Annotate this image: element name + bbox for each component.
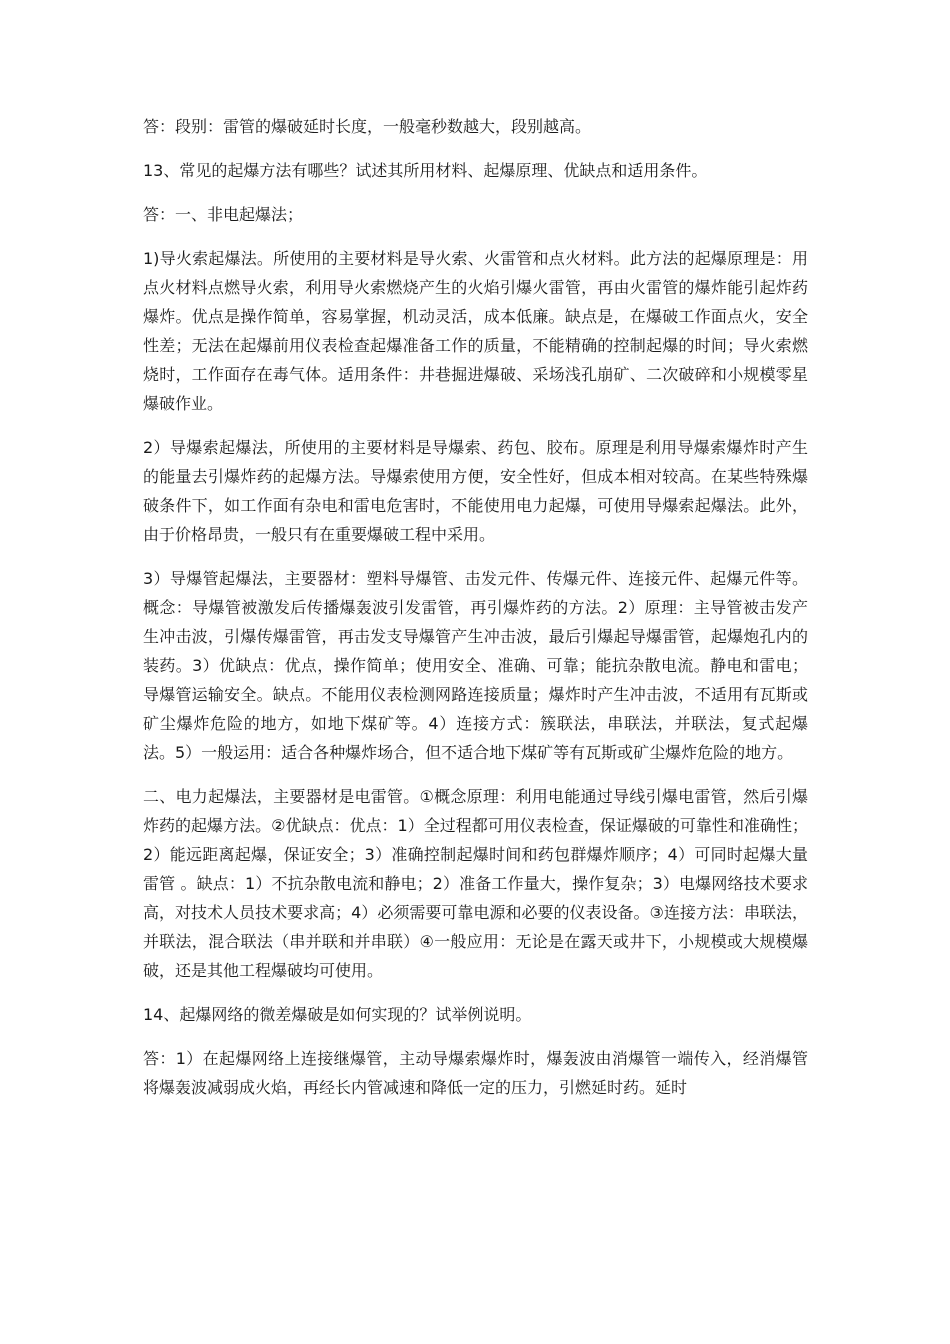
paragraph-shock-tube-method: 3）导爆管起爆法，主要器材：塑料导爆管、击发元件、传爆元件、连接元件、起爆元件等。概念：导爆管被激发后传播爆轰波引发雷管，再引爆炸药的方法。2）原理：主导管被击发产生冲击波，引爆传爆雷管，再击发支导爆管产生冲击波，最后引爆起导爆雷管，起爆炮孔内的装药。3）优缺点：优点，操作简单；使用安全、准确、可靠；能抗杂散电流。静电和雷电；导爆管运输安全。缺点。不能用仪表检测网路连接质量；爆炸时产生冲击波，不适用有瓦斯或矿尘爆炸危险的地方，如地下煤矿等。4）连接方式：簇联法，串联法，并联法，复式起爆法。5）一般运用：适合各种爆炸场合，但不适合地下煤矿等有瓦斯或矿尘爆炸危险的地方。 — [143, 569, 808, 762]
document-page — [143, 112, 808, 1117]
paragraph-electric-method: 二、电力起爆法，主要器材是电雷管。①概念原理：利用电能通过导线引爆电雷管，然后引爆炸药的起爆方法。②优缺点：优点：1）全过程都可用仪表检查，保证爆破的可靠性和准确性；2）能远距离起爆，保证安全；3）准确控制起爆时间和药包群爆炸顺序；4）可同时起爆大量雷管 。缺点：1）不抗杂散电流和静电；2）准备工作量大，操作复杂；3）电爆网络技术要求高，对技术人员技术要求高；4）必须需要可靠电源和必要的仪表设备。③连接方法：串联法，并联法，混合联法（串并联和并串联）④一般应用：无论是在露天或井下，小规模或大规模爆破，还是其他工程爆破均可使用。 — [143, 787, 808, 980]
answer-paragraph-14: 答：1）在起爆网络上连接继爆管，主动导爆索爆炸时，爆轰波由消爆管一端传入，经消爆管将爆轰波减弱成火焰，再经长内管减速和降低一定的压力，引燃延时药。延时 — [143, 1049, 808, 1097]
answer-paragraph: 答：段别：雷管的爆破延时长度，一般毫秒数越大，段别越高。 — [143, 117, 592, 136]
question-14: 14、起爆网络的微差爆破是如何实现的？试举例说明。 — [143, 1005, 532, 1024]
question-13: 13、常见的起爆方法有哪些？试述其所用材料、起爆原理、优缺点和适用条件。 — [143, 161, 708, 180]
answer-heading-non-electric: 答：一、非电起爆法； — [143, 205, 304, 224]
paragraph-detonating-cord-method: 2）导爆索起爆法，所使用的主要材料是导爆索、药包、胶布。原理是利用导爆索爆炸时产生的能量去引爆炸药的起爆方法。导爆索使用方便，安全性好，但成本相对较高。在某些特殊爆破条件下，如工作面有杂电和雷电危害时，不能使用电力起爆，可使用导爆索起爆法。此外，由于价格昂贵，一般只有在重要爆破工程中采用。 — [143, 438, 808, 544]
paragraph-fuse-method: 1)导火索起爆法。所使用的主要材料是导火索、火雷管和点火材料。此方法的起爆原理是：用点火材料点燃导火索，利用导火索燃烧产生的火焰引爆火雷管，再由火雷管的爆炸能引起炸药爆炸。优点是操作简单，容易掌握，机动灵活，成本低廉。缺点是，在爆破工作面点火，安全性差；无法在起爆前用仪表检查起爆准备工作的质量，不能精确的控制起爆的时间；导火索燃烧时，工作面存在毒气体。适用条件：井巷掘进爆破、采场浅孔崩矿、二次破碎和小规模零星爆破作业。 — [143, 249, 808, 413]
